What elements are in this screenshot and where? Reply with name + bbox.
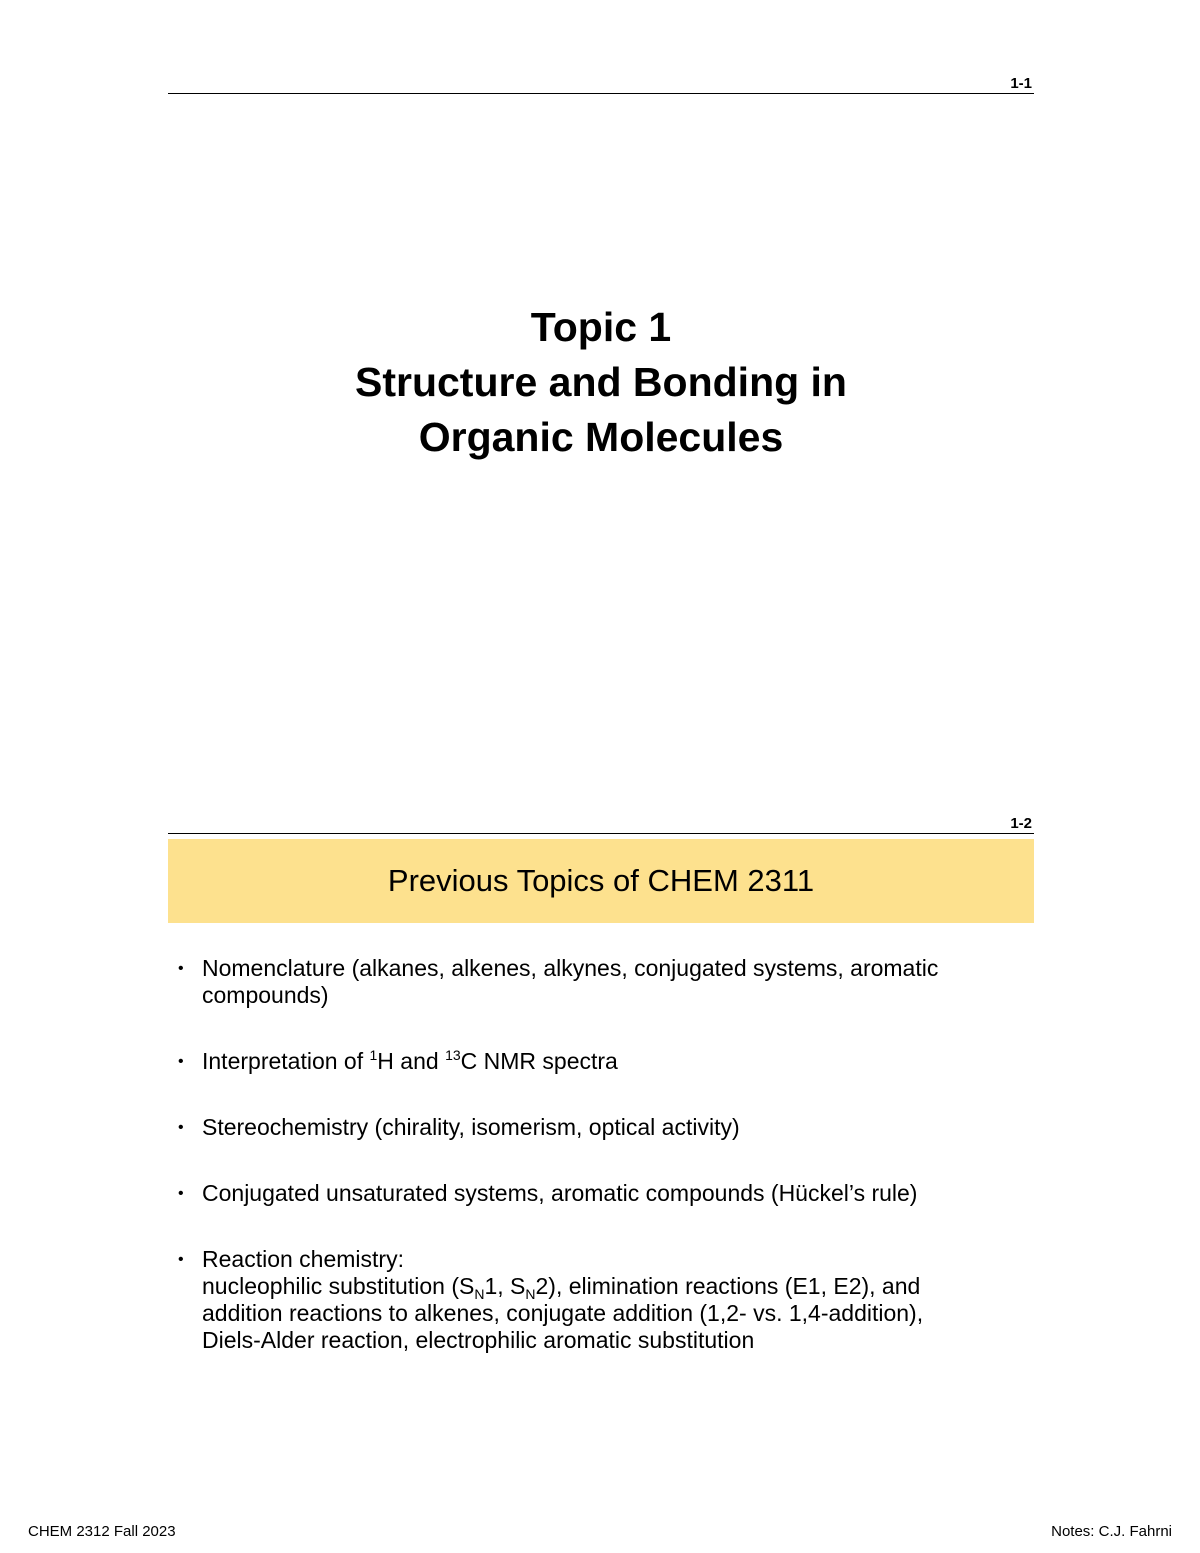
topics-list xyxy=(178,955,1018,1393)
bullet-text-nomenclature: Nomenclature (alkanes, alkenes, alkynes, conjugated systems, aromatic compounds) xyxy=(202,955,939,1008)
superscript-13: 13 xyxy=(445,1047,461,1063)
bullet-text-reactions xyxy=(202,1246,1018,1354)
slide-2-number: 1-2 xyxy=(1010,815,1032,832)
reactions-heading: Reaction chemistry: xyxy=(202,1246,404,1272)
list-item xyxy=(178,1048,1018,1075)
list-item xyxy=(178,1180,1018,1207)
bullet-icon: • xyxy=(178,1119,184,1136)
reactions-line-1-c: 2), elimination reactions (E1, E2), and xyxy=(535,1273,921,1299)
slide-1-divider xyxy=(168,93,1034,94)
slide-2-divider xyxy=(168,833,1034,834)
title-line-subject-cont: Organic Molecules xyxy=(418,414,784,460)
bullet-text-stereochemistry: Stereochemistry (chirality, isomerism, optical activity) xyxy=(202,1114,740,1140)
footer-course: CHEM 2312 Fall 2023 xyxy=(28,1523,176,1540)
bullet-icon: • xyxy=(178,960,184,977)
list-item xyxy=(178,955,1018,1009)
slide-2-banner xyxy=(168,839,1034,923)
bullet-icon: • xyxy=(178,1251,184,1268)
slide-1-number: 1-1 xyxy=(1010,75,1032,92)
reactions-line-1 xyxy=(202,1273,1018,1300)
nmr-text-post: C NMR spectra xyxy=(460,1048,618,1074)
subscript-n-2: N xyxy=(525,1286,536,1302)
nmr-text-mid: H and xyxy=(377,1048,446,1074)
reactions-line-3: Diels-Alder reaction, electrophilic aromatic substitution xyxy=(202,1327,755,1353)
bullet-icon: • xyxy=(178,1185,184,1202)
bullet-text-conjugated: Conjugated unsaturated systems, aromatic compounds (Hückel’s rule) xyxy=(202,1180,918,1206)
bullet-text-nmr xyxy=(202,1048,1018,1075)
nmr-text-pre: Interpretation of xyxy=(202,1048,370,1074)
reactions-line-1-a: nucleophilic substitution (S xyxy=(202,1273,475,1299)
subscript-n-1: N xyxy=(474,1286,485,1302)
banner-title: Previous Topics of CHEM 2311 xyxy=(387,863,815,898)
list-item xyxy=(178,1114,1018,1141)
list-item xyxy=(178,1246,1018,1354)
slide-1-title xyxy=(168,300,1034,465)
bullet-icon: • xyxy=(178,1053,184,1070)
reactions-line-1-b: 1, S xyxy=(484,1273,526,1299)
title-line-topic: Topic 1 xyxy=(530,304,672,350)
superscript-1: 1 xyxy=(369,1047,378,1063)
reactions-line-2: addition reactions to alkenes, conjugate addition (1,2- vs. 1,4-addition), xyxy=(202,1300,924,1326)
footer-notes-author: Notes: C.J. Fahrni xyxy=(1051,1523,1172,1540)
title-line-subject: Structure and Bonding in xyxy=(355,359,847,405)
